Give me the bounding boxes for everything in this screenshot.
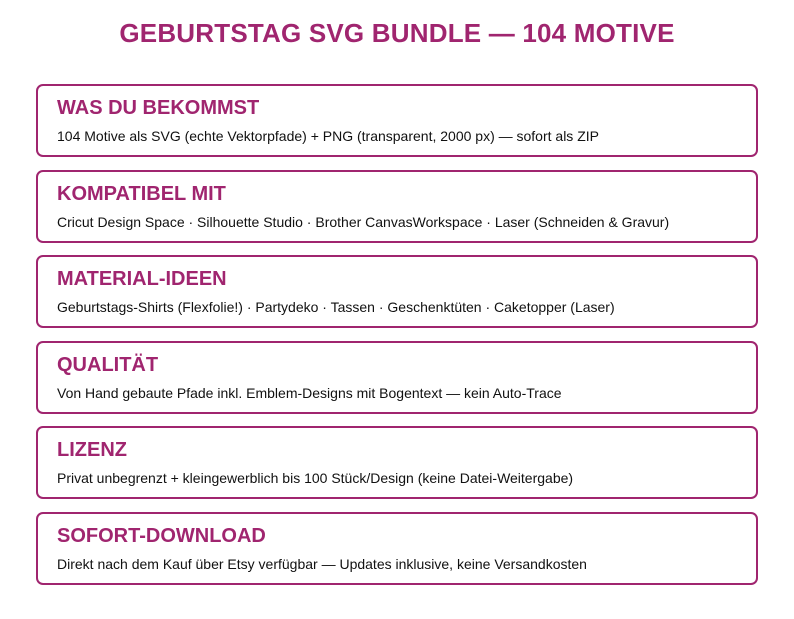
card-text: 104 Motive als SVG (echte Vektorpfade) + PNG (transparent, 2000 px) — sofort als ZIP xyxy=(57,128,599,144)
card-sofort-download xyxy=(36,512,758,585)
card-material-ideen xyxy=(36,255,758,328)
card-was-du-bekommst xyxy=(36,84,758,157)
card-heading: KOMPATIBEL MIT xyxy=(57,182,226,205)
card-qualitaet xyxy=(36,341,758,414)
page-title: GEBURTSTAG SVG BUNDLE — 104 MOTIVE xyxy=(119,18,675,48)
card-text: Privat unbegrenzt + kleingewerblich bis 100 Stück/Design (keine Datei-Weitergabe) xyxy=(57,470,574,486)
card-heading: LIZENZ xyxy=(57,439,127,461)
card-text: Direkt nach dem Kauf über Etsy verfügbar — Updates inklusive, keine Versandkosten xyxy=(57,555,587,572)
card-text: Cricut Design Space · Silhouette Studio · Brother CanvasWorkspace · Laser (Schneiden & Gravur) xyxy=(57,213,670,230)
card-heading: SOFORT-DOWNLOAD xyxy=(57,524,266,547)
card-text: Von Hand gebaute Pfade inkl. Emblem-Designs mit Bogentext — kein Auto-Trace xyxy=(57,384,562,401)
feature-card-list xyxy=(36,84,758,597)
card-heading: MATERIAL-IDEEN xyxy=(57,268,227,290)
card-text: Geburtstags-Shirts (Flexfolie!) · Partydeko · Tassen · Geschenktüten · Caketopper (Laser) xyxy=(57,299,615,315)
card-heading: WAS DU BEKOMMST xyxy=(57,97,260,119)
card-kompatibel-mit xyxy=(36,170,758,243)
card-heading: QUALITÄT xyxy=(57,353,159,376)
card-lizenz xyxy=(36,426,758,499)
